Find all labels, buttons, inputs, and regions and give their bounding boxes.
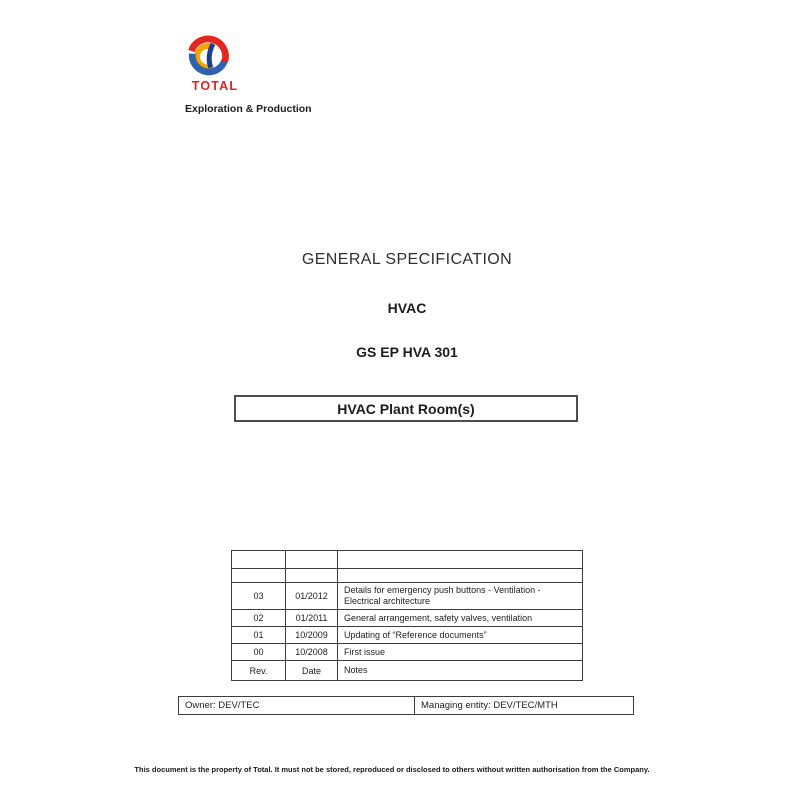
notes-cell: Updating of “Reference documents”	[338, 627, 583, 644]
total-globe-icon	[186, 33, 231, 78]
revision-table	[231, 550, 583, 681]
notes-cell	[338, 569, 583, 583]
notes-cell: Details for emergency push buttons - Ventilation - Electrical architecture	[338, 583, 583, 610]
table-row	[232, 583, 583, 610]
date-cell: 01/2012	[286, 583, 338, 610]
rev-cell	[232, 569, 286, 583]
table-row	[232, 644, 583, 661]
date-header-cell: Date	[286, 661, 338, 681]
date-cell: 10/2009	[286, 627, 338, 644]
date-cell	[286, 569, 338, 583]
rev-cell: 00	[232, 644, 286, 661]
date-cell: 01/2011	[286, 610, 338, 627]
ownership-row	[179, 697, 634, 715]
discipline-title: HVAC	[387, 300, 427, 316]
date-cell	[286, 551, 338, 569]
table-header-row	[232, 661, 583, 681]
document-number: GS EP HVA 301	[356, 344, 458, 360]
owner-cell: Owner: DEV/TEC	[179, 697, 415, 715]
table-row	[232, 610, 583, 627]
rev-cell: 03	[232, 583, 286, 610]
managing-entity-cell: Managing entity: DEV/TEC/MTH	[415, 697, 634, 715]
document-title: GENERAL SPECIFICATION	[301, 251, 513, 268]
subject-title: HVAC Plant Room(s)	[337, 400, 475, 417]
rev-cell: 01	[232, 627, 286, 644]
table-row	[232, 551, 583, 569]
table-row	[232, 627, 583, 644]
total-wordmark: TOTAL	[191, 79, 239, 93]
table-row	[232, 569, 583, 583]
rev-cell	[232, 551, 286, 569]
date-cell: 10/2008	[286, 644, 338, 661]
confidentiality-note: This document is the property of Total. It must not be stored, reproduced or disclosed to others without written authorisation from the Company.	[134, 765, 650, 774]
notes-cell	[338, 551, 583, 569]
subject-box	[234, 395, 578, 422]
rev-cell: 02	[232, 610, 286, 627]
notes-header-cell: Notes	[338, 661, 583, 681]
notes-cell: General arrangement, safety valves, ventilation	[338, 610, 583, 627]
rev-header-cell: Rev.	[232, 661, 286, 681]
division-label: Exploration & Production	[185, 103, 312, 115]
ownership-table	[178, 696, 634, 715]
notes-cell: First issue	[338, 644, 583, 661]
